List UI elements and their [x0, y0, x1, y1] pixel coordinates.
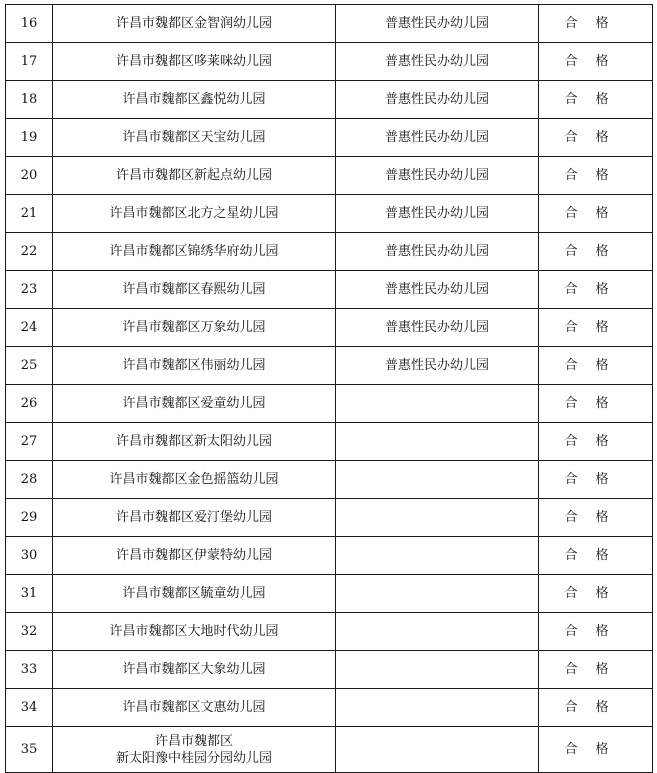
kindergarten-name-line-2: 新太阳豫中桂园分园幼儿园: [115, 750, 272, 766]
kindergarten-type: [336, 499, 539, 537]
table-row: [6, 385, 653, 423]
table-row: [6, 727, 653, 773]
kindergarten-type: [336, 385, 539, 423]
kindergarten-name: 许昌市魏都区文惠幼儿园: [53, 689, 336, 727]
kindergarten-name: 许昌市魏都区大地时代幼儿园: [53, 613, 336, 651]
row-number: 17: [6, 43, 53, 81]
table-row: [6, 157, 653, 195]
inspection-result: 合格: [539, 461, 653, 499]
inspection-result: 合格: [539, 423, 653, 461]
table-row: [6, 43, 653, 81]
row-number: 19: [6, 119, 53, 157]
kindergarten-type: 普惠性民办幼儿园: [336, 43, 539, 81]
table-row: [6, 309, 653, 347]
kindergarten-type: 普惠性民办幼儿园: [336, 5, 539, 43]
table-row: [6, 81, 653, 119]
inspection-result: 合格: [539, 233, 653, 271]
kindergarten-type: [336, 651, 539, 689]
inspection-result: 合格: [539, 119, 653, 157]
inspection-result: 合格: [539, 727, 653, 773]
kindergarten-type: 普惠性民办幼儿园: [336, 271, 539, 309]
row-number: 27: [6, 423, 53, 461]
kindergarten-type: [336, 423, 539, 461]
table-row: [6, 499, 653, 537]
kindergarten-name-line-1: 许昌市魏都区: [154, 733, 233, 749]
inspection-result: 合格: [539, 195, 653, 233]
table-row: [6, 689, 653, 727]
table-row: [6, 195, 653, 233]
kindergarten-type: 普惠性民办幼儿园: [336, 233, 539, 271]
row-number: 25: [6, 347, 53, 385]
kindergarten-results-table: [5, 4, 653, 773]
kindergarten-name: 许昌市魏都区新起点幼儿园: [53, 157, 336, 195]
inspection-result: 合格: [539, 575, 653, 613]
inspection-result: 合格: [539, 309, 653, 347]
inspection-result: 合格: [539, 537, 653, 575]
kindergarten-name: 许昌市魏都区万象幼儿园: [53, 309, 336, 347]
kindergarten-type: [336, 613, 539, 651]
row-number: 26: [6, 385, 53, 423]
row-number: 33: [6, 651, 53, 689]
kindergarten-name: [53, 727, 336, 773]
kindergarten-type: 普惠性民办幼儿园: [336, 81, 539, 119]
row-number: 18: [6, 81, 53, 119]
kindergarten-type: [336, 537, 539, 575]
kindergarten-name: 许昌市魏都区大象幼儿园: [53, 651, 336, 689]
inspection-result: 合格: [539, 651, 653, 689]
inspection-result: 合格: [539, 347, 653, 385]
table-row: [6, 347, 653, 385]
row-number: 31: [6, 575, 53, 613]
kindergarten-name: 许昌市魏都区春熙幼儿园: [53, 271, 336, 309]
inspection-result: 合格: [539, 43, 653, 81]
kindergarten-type: [336, 689, 539, 727]
kindergarten-name: 许昌市魏都区鑫悦幼儿园: [53, 81, 336, 119]
inspection-result: 合格: [539, 5, 653, 43]
row-number: 34: [6, 689, 53, 727]
kindergarten-name: 许昌市魏都区北方之星幼儿园: [53, 195, 336, 233]
kindergarten-name: 许昌市魏都区金智润幼儿园: [53, 5, 336, 43]
table-row: [6, 651, 653, 689]
row-number: 21: [6, 195, 53, 233]
kindergarten-type: 普惠性民办幼儿园: [336, 119, 539, 157]
row-number: 35: [6, 727, 53, 773]
table-row: [6, 119, 653, 157]
row-number: 23: [6, 271, 53, 309]
row-number: 32: [6, 613, 53, 651]
kindergarten-type: 普惠性民办幼儿园: [336, 347, 539, 385]
row-number: 29: [6, 499, 53, 537]
kindergarten-name: 许昌市魏都区爱童幼儿园: [53, 385, 336, 423]
row-number: 28: [6, 461, 53, 499]
kindergarten-name: 许昌市魏都区天宝幼儿园: [53, 119, 336, 157]
kindergarten-type: 普惠性民办幼儿园: [336, 309, 539, 347]
inspection-result: 合格: [539, 613, 653, 651]
row-number: 20: [6, 157, 53, 195]
kindergarten-type: 普惠性民办幼儿园: [336, 195, 539, 233]
kindergarten-type: [336, 575, 539, 613]
kindergarten-name: 许昌市魏都区伊蒙特幼儿园: [53, 537, 336, 575]
kindergarten-type: [336, 727, 539, 773]
kindergarten-name: 许昌市魏都区锦绣华府幼儿园: [53, 233, 336, 271]
table-row: [6, 5, 653, 43]
kindergarten-name: 许昌市魏都区伟丽幼儿园: [53, 347, 336, 385]
kindergarten-type: 普惠性民办幼儿园: [336, 157, 539, 195]
table-body: [6, 5, 653, 773]
row-number: 22: [6, 233, 53, 271]
kindergarten-name: 许昌市魏都区毓童幼儿园: [53, 575, 336, 613]
row-number: 30: [6, 537, 53, 575]
kindergarten-name: 许昌市魏都区金色摇篮幼儿园: [53, 461, 336, 499]
row-number: 16: [6, 5, 53, 43]
table-row: [6, 613, 653, 651]
table-row: [6, 575, 653, 613]
table-row: [6, 233, 653, 271]
kindergarten-name: 许昌市魏都区哆莱咪幼儿园: [53, 43, 336, 81]
inspection-result: 合格: [539, 385, 653, 423]
row-number: 24: [6, 309, 53, 347]
inspection-result: 合格: [539, 499, 653, 537]
table-row: [6, 423, 653, 461]
inspection-result: 合格: [539, 689, 653, 727]
kindergarten-type: [336, 461, 539, 499]
table-row: [6, 537, 653, 575]
inspection-result: 合格: [539, 81, 653, 119]
table-row: [6, 461, 653, 499]
table-row: [6, 271, 653, 309]
inspection-result: 合格: [539, 271, 653, 309]
kindergarten-name: 许昌市魏都区爱汀堡幼儿园: [53, 499, 336, 537]
kindergarten-name: 许昌市魏都区新太阳幼儿园: [53, 423, 336, 461]
inspection-result: 合格: [539, 157, 653, 195]
